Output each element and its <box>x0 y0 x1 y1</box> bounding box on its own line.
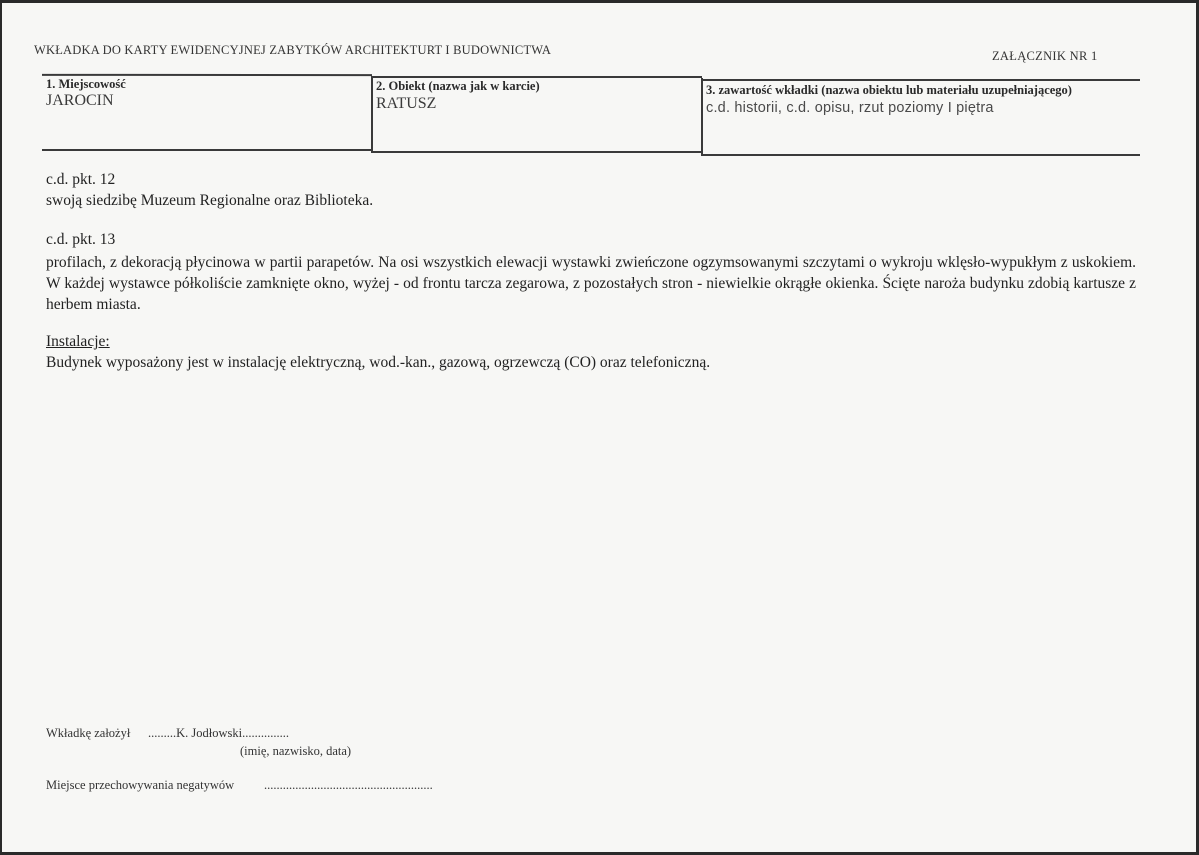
installations-heading: Instalacje: <box>46 333 110 350</box>
negatives-location-label: Miejsce przechowywania negatywów <box>46 778 235 792</box>
table-column-divider <box>701 78 703 156</box>
table-column-divider <box>371 76 373 153</box>
founder-value: .........K. Jodłowski............... <box>148 726 289 740</box>
table-bottom-rule <box>42 149 372 151</box>
section-13-text: profilach, z dekoracją płycinowa w partii parapetów. Na osi wszystkich elewacji wystawki zwieńczone ogzymsowanymi szczytami o wykroju wklęsło-wypukłym z uskokiem. W każdej wystawce półkoliście zamknięte okno, wyżej - od frontu tarcza zegarowa, z pozostałych stron - niewielkie okrągłe okienka. Ścięte naroża budynku zdobią kartusze z herbem miasta. <box>46 254 1136 313</box>
document-title: WKŁADKA DO KARTY EWIDENCYJNEJ ZABYTKÓW ARCHITEKTURT I BUDOWNICTWA <box>34 43 552 57</box>
negatives-location-value: ...................................................... <box>264 778 433 792</box>
table-top-rule <box>42 74 372 76</box>
section-12-text: swoją siedzibę Muzeum Regionalne oraz Biblioteka. <box>46 192 374 209</box>
insert-content-label: 3. zawartość wkładki (nazwa obiektu lub materiału uzupełniającego) <box>706 83 1072 97</box>
installations-text: Budynek wyposażony jest w instalację elektryczną, wod.-kan., gazową, ogrzewczą (CO) oraz telefoniczną. <box>46 354 711 371</box>
section-13-heading: c.d. pkt. 13 <box>46 231 116 248</box>
place-label: 1. Miejscowość <box>46 77 126 91</box>
annex-number: ZAŁĄCZNIK NR 1 <box>992 49 1098 63</box>
table-bottom-rule <box>372 151 702 153</box>
insert-content-value: c.d. historii, c.d. opisu, rzut poziomy I piętra <box>706 100 994 116</box>
document-sheet <box>2 3 1196 852</box>
section-12-heading: c.d. pkt. 12 <box>46 171 116 188</box>
founder-label: Wkładkę założył <box>46 726 131 740</box>
table-bottom-rule <box>702 154 1140 156</box>
place-value: JAROCIN <box>46 92 114 109</box>
table-top-rule <box>372 76 702 78</box>
object-value: RATUSZ <box>376 95 437 112</box>
table-top-rule <box>702 79 1140 81</box>
object-label: 2. Obiekt (nazwa jak w karcie) <box>376 79 540 93</box>
founder-hint: (imię, nazwisko, data) <box>240 744 352 758</box>
